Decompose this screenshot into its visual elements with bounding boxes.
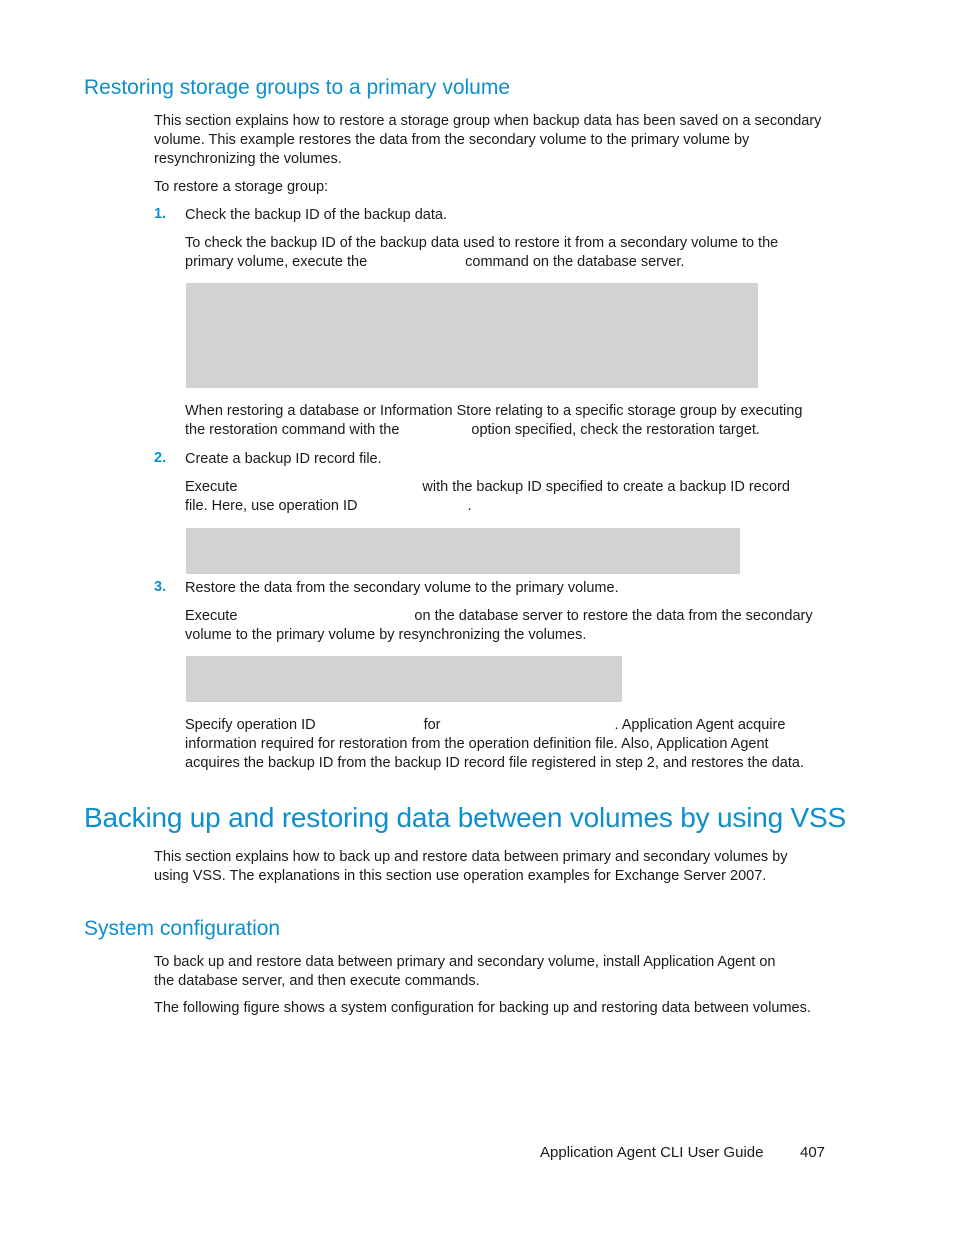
description-line bbox=[185, 497, 845, 516]
step-number: 2. bbox=[154, 450, 167, 466]
section-intro bbox=[154, 112, 844, 169]
text-fragment: Specify operation ID bbox=[185, 717, 316, 733]
intro-line: This section explains how to restore a storage group when backup data has been saved on a secondary bbox=[154, 113, 822, 129]
text-fragment: primary volume, execute the bbox=[185, 254, 368, 270]
text-fragment: for bbox=[423, 717, 441, 733]
text-fragment: . Application Agent acquire bbox=[614, 717, 786, 733]
step-description bbox=[185, 234, 845, 272]
text-fragment: . bbox=[467, 498, 472, 514]
code-block bbox=[186, 528, 740, 574]
text-fragment: with the backup ID specified to create a backup ID record bbox=[422, 479, 790, 495]
paragraph-line: the database server, and then execute commands. bbox=[154, 973, 480, 989]
section-paragraph bbox=[154, 953, 844, 991]
note-line: information required for restoration from the operation definition file. Also, Application Agent bbox=[185, 736, 769, 752]
description-line bbox=[185, 478, 845, 497]
section-paragraph: The following figure shows a system configuration for backing up and restoring data between volumes. bbox=[154, 1000, 811, 1016]
intro-line: resynchronizing the volumes. bbox=[154, 151, 342, 167]
intro-line: volume. This example restores the data from the secondary volume to the primary volume by bbox=[154, 132, 750, 148]
code-block bbox=[186, 283, 758, 388]
text-fragment: Execute bbox=[185, 608, 238, 624]
section-heading-restoring-storage-groups: Restoring storage groups to a primary volume bbox=[84, 76, 511, 99]
text-fragment: command on the database server. bbox=[465, 254, 685, 270]
description-line: To check the backup ID of the backup data used to restore it from a secondary volume to the bbox=[185, 235, 779, 251]
text-fragment: file. Here, use operation ID bbox=[185, 498, 358, 514]
paragraph-line: To back up and restore data between primary and secondary volume, install Application Agent on bbox=[154, 954, 776, 970]
description-line bbox=[185, 607, 845, 626]
step-title: Restore the data from the secondary volume to the primary volume. bbox=[185, 580, 619, 596]
step-description bbox=[185, 478, 845, 516]
step-title: Create a backup ID record file. bbox=[185, 451, 382, 467]
text-fragment: option specified, check the restoration target. bbox=[471, 422, 760, 438]
text-fragment: Execute bbox=[185, 479, 238, 495]
page-number: 407 bbox=[800, 1144, 826, 1161]
step-title: Check the backup ID of the backup data. bbox=[185, 207, 447, 223]
description-line: volume to the primary volume by resynchronizing the volumes. bbox=[185, 627, 587, 643]
note-line: acquires the backup ID from the backup ID record file registered in step 2, and restores the data. bbox=[185, 755, 804, 771]
section-intro bbox=[154, 848, 844, 886]
step-note bbox=[185, 716, 845, 773]
description-line bbox=[185, 253, 845, 272]
step-number: 1. bbox=[154, 206, 167, 222]
step-description bbox=[185, 607, 845, 645]
procedure-lead: To restore a storage group: bbox=[154, 179, 329, 195]
note-line: When restoring a database or Information Store relating to a specific storage group by executing bbox=[185, 403, 803, 419]
step-note bbox=[185, 402, 845, 440]
section-heading-system-configuration: System configuration bbox=[84, 917, 281, 940]
intro-line: This section explains how to back up and restore data between primary and secondary volumes by bbox=[154, 849, 788, 865]
intro-line: using VSS. The explanations in this section use operation examples for Exchange Server 2007. bbox=[154, 868, 767, 884]
note-line bbox=[185, 716, 845, 735]
text-fragment: on the database server to restore the data from the secondary bbox=[414, 608, 813, 624]
code-block bbox=[186, 656, 622, 702]
note-line bbox=[185, 421, 845, 440]
footer-guide-title: Application Agent CLI User Guide bbox=[540, 1144, 764, 1161]
section-heading-backing-up-vss: Backing up and restoring data between volumes by using VSS bbox=[84, 802, 846, 833]
text-fragment: the restoration command with the bbox=[185, 422, 400, 438]
step-number: 3. bbox=[154, 579, 167, 595]
